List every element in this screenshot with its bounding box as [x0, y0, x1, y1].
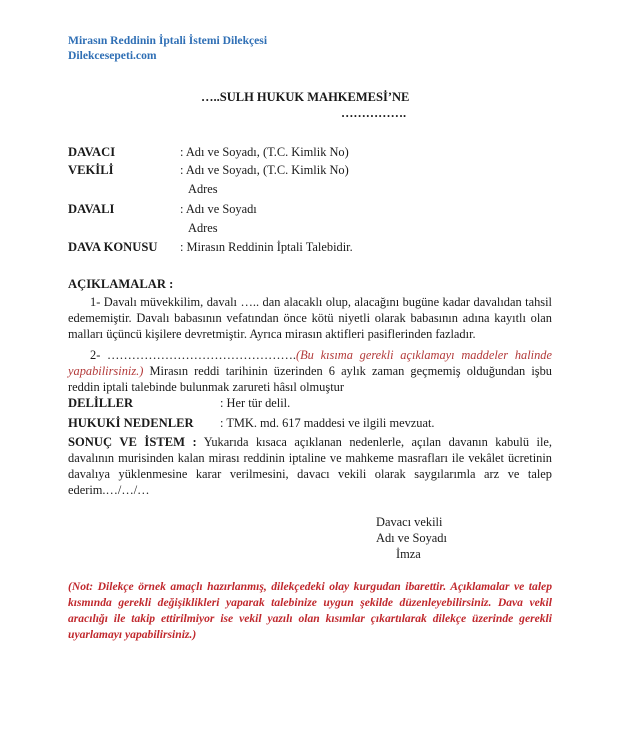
site-link[interactable]: Dilekcesepeti.com — [68, 49, 157, 62]
signature-name: Adı ve Soyadı — [376, 531, 447, 545]
hukuki-nedenler-label: HUKUKİ NEDENLER — [68, 416, 194, 430]
signature-role: Davacı vekili — [376, 515, 443, 529]
item2-text: Mirasın reddi tarihinin üzerinden 6 aylık zaman geçmemiş olduğundan işbu reddin iptali talebinde bulunmak zarureti hâsıl olmuştur — [68, 364, 552, 394]
aciklamalar-heading: AÇIKLAMALAR : — [68, 277, 174, 291]
explanation-item-1: 1- Davalı müvekkilim, davalı ….. dan alacaklı olup, alacağını bugüne kadar davalıdan tahsil edememiştir. Davalı babasının vefatından önce kötü niyetli olarak babasının adına kayıtlı olan malları üçüncü kişilere devretmiştir. Ayrıca mirasın aktifleri pasiflerinden fazladır. — [68, 295, 552, 341]
dava-konusu-label: DAVA KONUSU — [68, 240, 158, 254]
davaci-label: DAVACI — [68, 145, 116, 159]
vekili-label: VEKİLİ — [68, 163, 114, 177]
court-title: …..SULH HUKUK MAHKEMESİ’NE — [201, 90, 410, 104]
dava-konusu-value: : Mirasın Reddinin İptali Talebidir. — [180, 240, 353, 254]
sonuc-label: SONUÇ VE İSTEM : — [68, 435, 197, 449]
deliller-value: : Her tür delil. — [220, 396, 291, 410]
item2-inline-note: (Bu kısıma gerekli açıklamayı maddeler halinde yapabilirsiniz.) — [68, 348, 552, 378]
davaci-value: : Adı ve Soyadı, (T.C. Kimlik No) — [180, 145, 349, 159]
item2-prefix: 2- ………………………………………. — [90, 348, 296, 362]
davali-label: DAVALI — [68, 202, 115, 216]
disclaimer-note: (Not: Dilekçe örnek amaçlı hazırlanmış, dilekçedeki olay kurgudan ibarettir. Açıklamalar ve talep kısmında gerekli değişiklikleri yaparak talebinize uygun şekilde düzenleyebilirsiniz. Dava vekil aracılığı ile takip ettirilmiyor ise vekil yazılı olan kısımlar çıkartılarak dilekçe üzerinde gerekli uyarlamayı yapabilirsiniz.) — [68, 580, 552, 641]
davali-address: Adres — [188, 221, 218, 235]
explanation-item-2 — [68, 347, 552, 395]
document-title-link: Mirasın Reddinin İptali İstemi Dilekçesi — [68, 34, 268, 47]
davali-value: : Adı ve Soyadı — [180, 202, 257, 216]
deliller-label: DELİLLER — [68, 396, 134, 410]
vekili-value: : Adı ve Soyadı, (T.C. Kimlik No) — [180, 163, 349, 177]
hukuki-nedenler-value: : TMK. md. 617 maddesi ve ilgili mevzuat. — [220, 416, 435, 430]
sonuc-ve-istem — [68, 434, 552, 498]
vekili-address: Adres — [188, 182, 218, 196]
sonuc-text: Yukarıda kısaca açıklanan nedenlerle, açılan davanın kabulü ile, davalının murisinden kalan mirası reddinin iptaline ve mahkeme masrafları ile vekâlet ücretinin davalıya yüklenmesine karar verilmesini, davacı vekili olarak saygılarımla arz ve talep ederim.…/…/… — [68, 435, 552, 497]
court-dots: ……………. — [341, 106, 407, 120]
signature-imza: İmza — [396, 547, 421, 561]
